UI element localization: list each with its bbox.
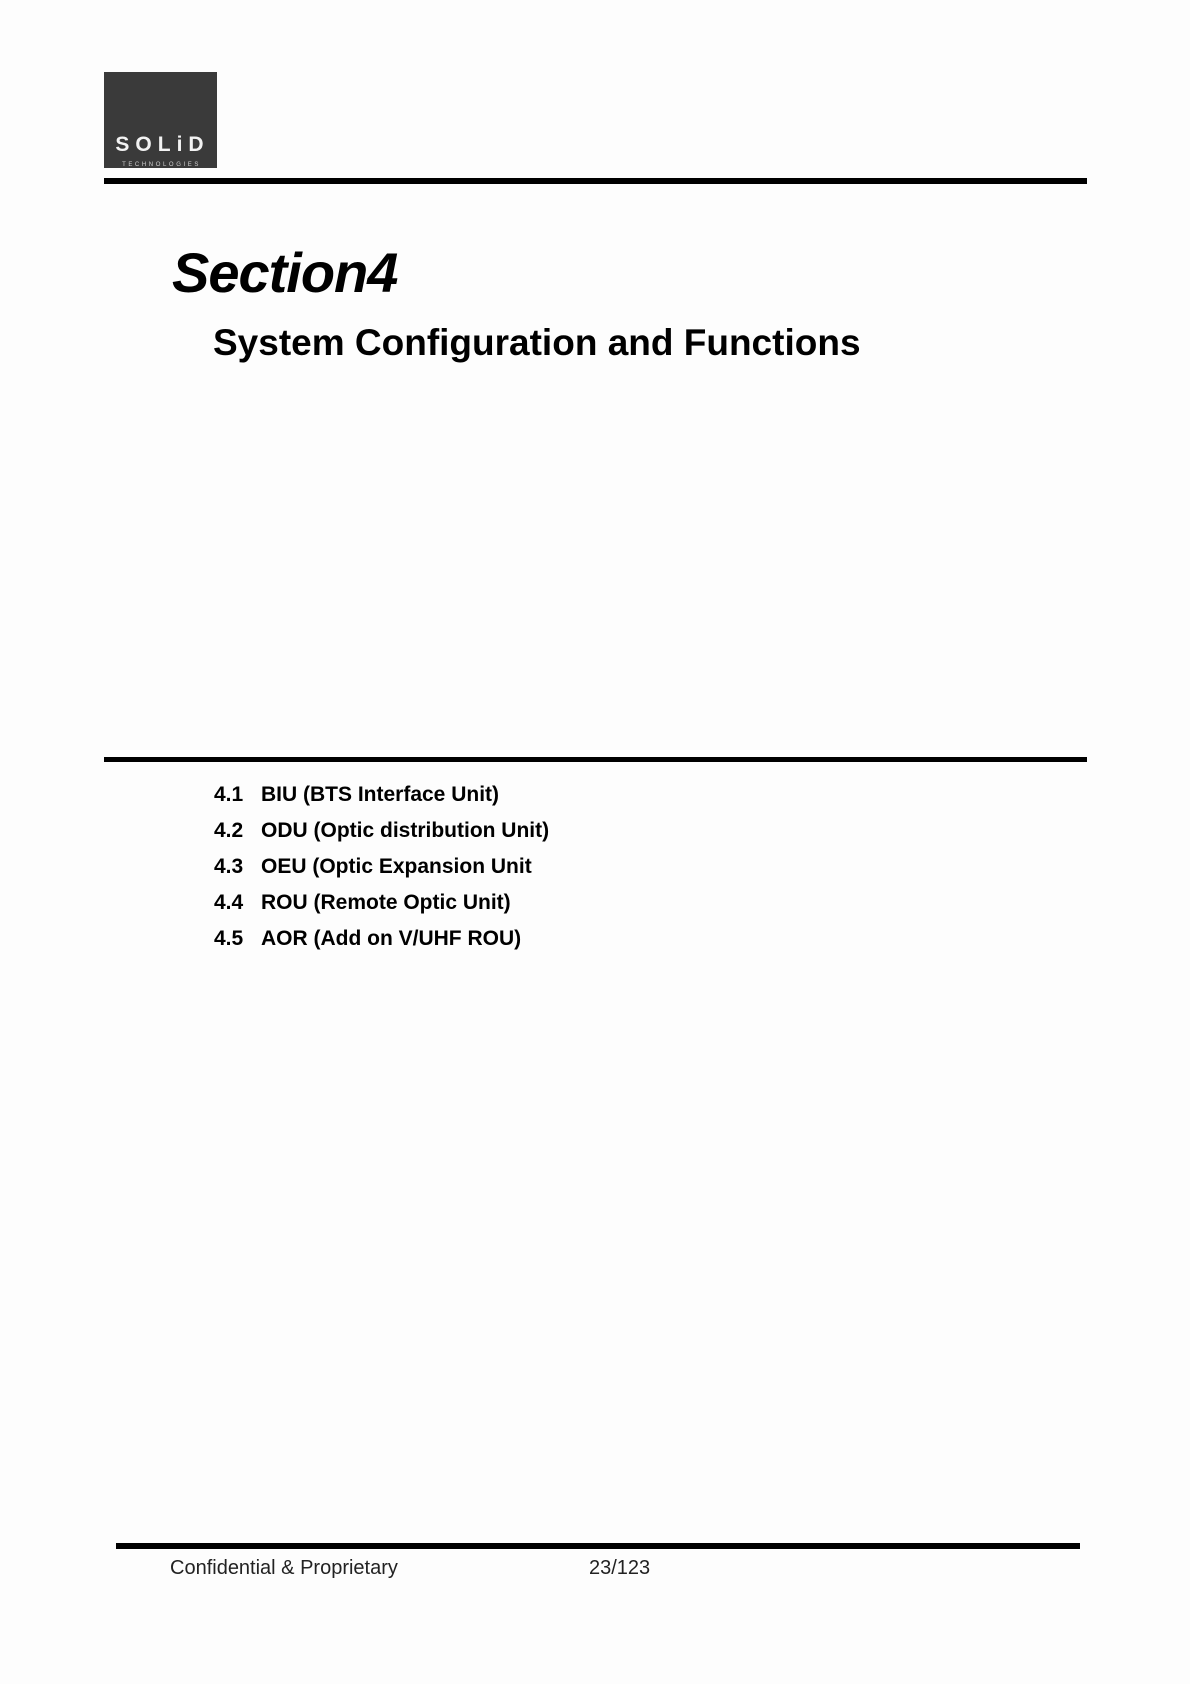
toc-label: BIU (BTS Interface Unit) — [261, 783, 500, 806]
toc-item-4-3 — [214, 852, 549, 888]
section-subtitle: System Configuration and Functions — [213, 322, 861, 363]
header-divider — [104, 178, 1087, 184]
footer-divider — [116, 1543, 1080, 1549]
company-logo — [104, 72, 217, 168]
toc-item-4-1 — [214, 780, 549, 816]
logo-wordmark: SOLiD — [115, 133, 210, 156]
table-of-contents — [214, 780, 549, 960]
toc-label: ROU (Remote Optic Unit) — [261, 891, 511, 914]
toc-number: 4.3 — [214, 855, 244, 878]
toc-item-4-5 — [214, 924, 549, 960]
toc-number: 4.5 — [214, 927, 244, 950]
toc-number: 4.1 — [214, 783, 244, 806]
toc-item-4-2 — [214, 816, 549, 852]
toc-label: AOR (Add on V/UHF ROU) — [261, 927, 522, 950]
toc-item-4-4 — [214, 888, 549, 924]
toc-label: OEU (Optic Expansion Unit — [261, 855, 532, 878]
toc-number: 4.2 — [214, 819, 244, 842]
toc-label: ODU (Optic distribution Unit) — [261, 819, 550, 842]
logo-tagline: TECHNOLOGIES — [122, 162, 201, 168]
toc-divider — [104, 757, 1087, 762]
page-number: 23/123 — [589, 1557, 651, 1579]
footer-confidential: Confidential & Proprietary — [170, 1557, 398, 1579]
toc-number: 4.4 — [214, 891, 244, 914]
section-title: Section4 — [172, 241, 398, 304]
